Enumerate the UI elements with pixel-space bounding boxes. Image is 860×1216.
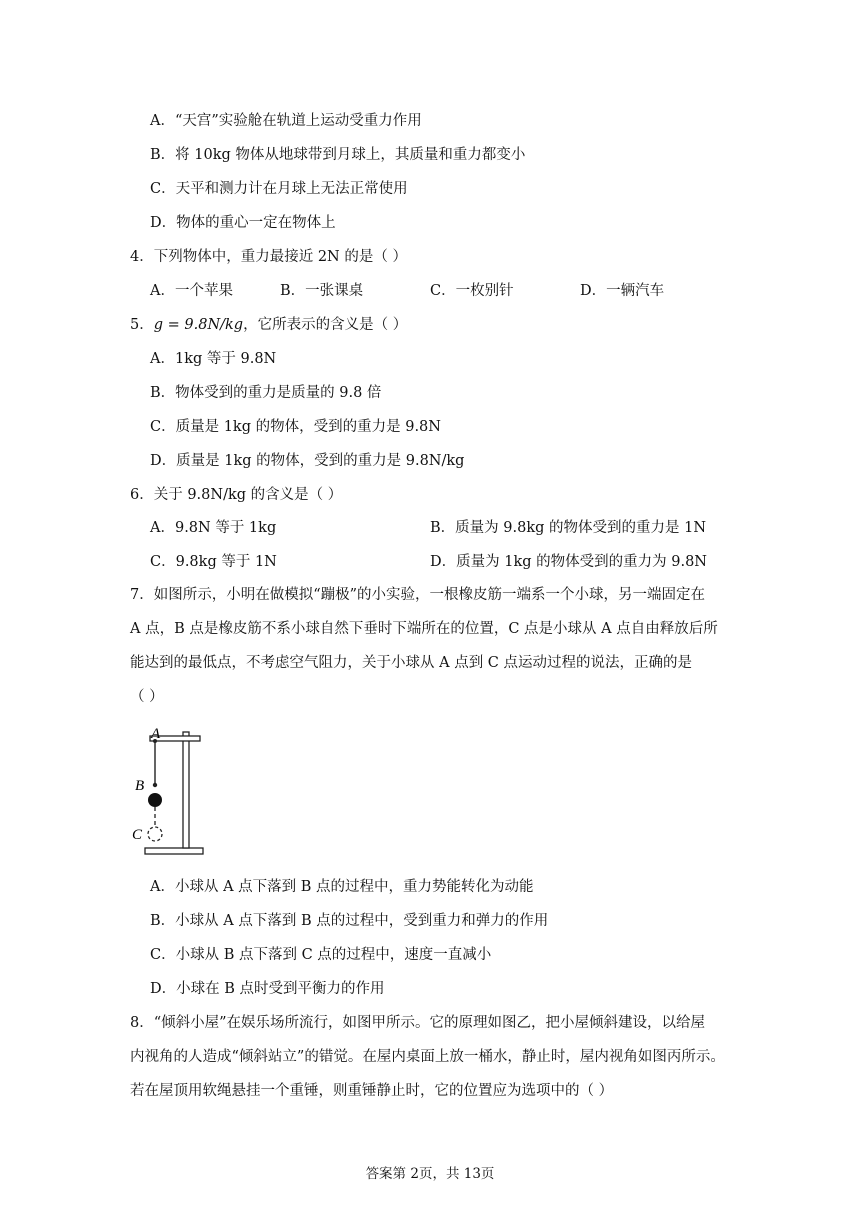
q4-option-c: C．一枚别针 bbox=[430, 283, 514, 299]
q7-line-2: A 点，B 点是橡皮筋不系小球自然下垂时下端所在的位置，C 点是小球从 A 点自由释放后所 bbox=[130, 621, 718, 637]
ball bbox=[148, 793, 162, 807]
q3-option-c: C．天平和测力计在月球上无法正常使用 bbox=[150, 181, 408, 197]
q3-option-a: A．“天宫”实验舱在轨道上运动受重力作用 bbox=[150, 113, 422, 129]
stand-base bbox=[145, 848, 203, 854]
q8-line-2: 内视角的人造成“倾斜站立”的错觉。在屋内桌面上放一桶水，静止时，屋内视角如图丙所示。 bbox=[130, 1049, 725, 1065]
q7-line-4: （ ） bbox=[130, 689, 164, 705]
q6-option-b: B．质量为 9.8kg 的物体受到的重力是 1N bbox=[430, 520, 707, 536]
q5-option-a: A．1kg 等于 9.8N bbox=[150, 351, 277, 367]
q7-line-1: 7．如图所示，小明在做模拟“蹦极”的小实验，一根橡皮筋一端系一个小球，另一端固定在 bbox=[130, 587, 706, 603]
q7-line-3: 能达到的最低点，不考虑空气阻力，关于小球从 A 点到 C 点运动过程的说法，正确的是 bbox=[130, 655, 692, 671]
q8-line-1: 8．“倾斜小屋”在娱乐场所流行，如图甲所示。它的原理如图乙，把小屋倾斜建设，以给屋 bbox=[130, 1015, 706, 1031]
q4-option-d: D．一辆汽车 bbox=[580, 283, 665, 299]
q7-option-d: D．小球在 B 点时受到平衡力的作用 bbox=[150, 981, 385, 997]
q7-option-c: C．小球从 B 点下落到 C 点的过程中，速度一直减小 bbox=[150, 947, 492, 963]
q5-option-c: C．质量是 1kg 的物体，受到的重力是 9.8N bbox=[150, 419, 441, 435]
q5-option-d: D．质量是 1kg 的物体，受到的重力是 9.8N/kg bbox=[150, 453, 465, 469]
q5-option-b: B．物体受到的重力是质量的 9.8 倍 bbox=[150, 385, 382, 401]
q6-option-d: D．质量为 1kg 的物体受到的重力为 9.8N bbox=[430, 554, 707, 570]
label-a: A bbox=[151, 726, 161, 742]
bungee-apparatus-figure bbox=[130, 722, 210, 862]
q5-stem-prefix: 5． bbox=[130, 317, 154, 333]
page-footer: 答案第 2页，共 13页 bbox=[365, 1166, 495, 1182]
q7-option-a: A．小球从 A 点下落到 B 点的过程中，重力势能转化为动能 bbox=[150, 879, 534, 895]
q6-option-a: A．9.8N 等于 1kg bbox=[150, 520, 277, 536]
label-b: B bbox=[135, 778, 145, 794]
q4-option-a: A．一个苹果 bbox=[150, 283, 233, 299]
q5-stem-suffix: ，它所表示的含义是（ ） bbox=[243, 317, 408, 333]
point-b-dot bbox=[153, 783, 157, 787]
q8-line-3: 若在屋顶用软绳悬挂一个重锤，则重锤静止时，它的位置应为选项中的（ ） bbox=[130, 1083, 614, 1099]
q5-formula: g = 9.8N/kg bbox=[153, 317, 244, 333]
q6-option-c: C．9.8kg 等于 1N bbox=[150, 554, 277, 570]
label-c: C bbox=[132, 827, 143, 843]
q5-stem bbox=[130, 315, 407, 335]
q3-option-b: B．将 10kg 物体从地球带到月球上，其质量和重力都变小 bbox=[150, 147, 526, 163]
ball-at-c bbox=[148, 827, 162, 841]
q3-option-d: D．物体的重心一定在物体上 bbox=[150, 215, 336, 231]
q4-stem: 4．下列物体中，重力最接近 2N 的是（ ） bbox=[130, 249, 407, 265]
q7-option-b: B．小球从 A 点下落到 B 点的过程中，受到重力和弹力的作用 bbox=[150, 913, 549, 929]
stand-pole bbox=[183, 732, 189, 848]
q6-stem: 6．关于 9.8N/kg 的含义是（ ） bbox=[130, 487, 343, 503]
q4-option-b: B．一张课桌 bbox=[280, 283, 364, 299]
